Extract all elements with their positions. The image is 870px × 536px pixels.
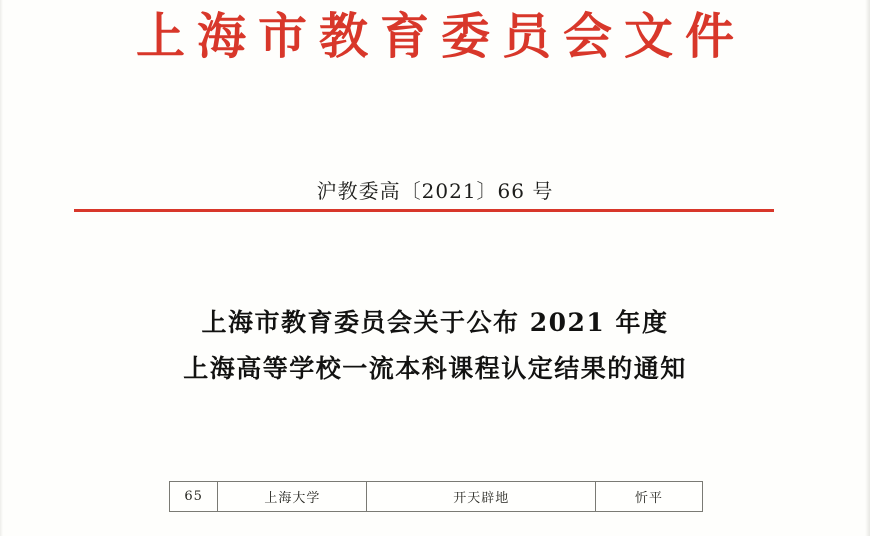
table-cell-number: 65 — [170, 482, 218, 511]
red-divider-rule — [74, 209, 774, 212]
document-masthead-title: 上海市教育委员会文件 — [135, 7, 746, 65]
table-cell-course: 开天辟地 — [367, 482, 596, 511]
table-cell-person: 忻平 — [635, 490, 664, 506]
page-title-line-1: 上海市教育委员会关于公布 2021 年度 — [201, 308, 669, 337]
document-number: 沪教委高〔2021〕66 号 — [316, 179, 554, 203]
course-table-fragment — [169, 481, 703, 512]
table-row — [170, 482, 702, 511]
course-table — [170, 482, 702, 511]
page-left-edge-shadow — [0, 0, 3, 536]
page-right-edge-shadow — [865, 0, 870, 536]
page-title — [0, 300, 870, 393]
page-title-line-2: 上海高等学校一流本科课程认定结果的通知 — [183, 354, 687, 384]
table-cell-university: 上海大学 — [218, 482, 367, 511]
